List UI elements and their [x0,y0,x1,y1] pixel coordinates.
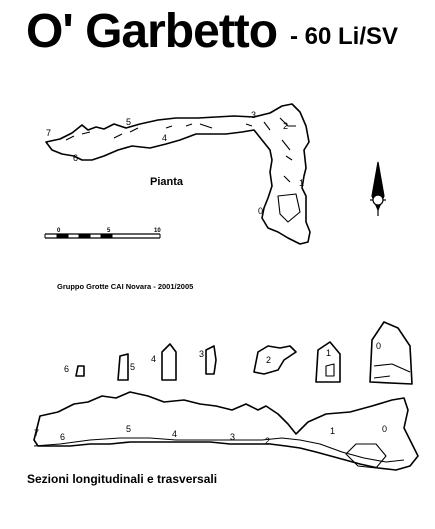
plan-station-7: 7 [46,128,52,138]
section-2 [254,346,296,374]
plan-outline [46,104,310,244]
survey-credit: Gruppo Grotte CAI Novara - 2001/2005 [57,282,194,291]
cross-label-2: 2 [266,355,272,365]
cross-label-6: 6 [64,364,70,374]
cross-label-1: 1 [326,348,332,358]
plan-station-1: 1 [299,178,305,188]
scale-label-5: 5 [107,228,111,234]
plan-station-labels [46,110,304,216]
cross-label-3: 3 [199,349,205,359]
cross-label-4: 4 [151,354,157,364]
plan-station-2: 2 [283,121,289,131]
scale-label-10: 10 [154,228,161,234]
sections-caption: Sezioni longitudinali e trasversali [27,472,218,486]
plan-station-3: 3 [251,110,257,120]
long-label-0: 0 [382,424,388,434]
longitudinal-floor [34,438,404,462]
compass-rose-icon [370,162,386,216]
section-4 [162,344,176,380]
plan-station-4: 4 [162,133,168,143]
cross-label-0: 0 [376,341,382,351]
long-label-4: 4 [172,429,178,439]
long-label-6: 6 [60,432,66,442]
section-6 [76,366,84,376]
plan-station-6: 6 [73,153,79,163]
cross-sections [76,322,412,384]
long-label-7: 7 [34,428,40,438]
long-label-5: 5 [126,424,132,434]
long-label-3: 3 [230,432,236,442]
section-0 [370,322,412,384]
cave-title: O' Garbetto [26,5,278,58]
section-3 [206,346,216,374]
plan-view [46,104,310,244]
scale-bar [45,234,160,238]
plan-station-5: 5 [126,117,132,127]
plan-station-0: 0 [258,206,264,216]
long-label-1: 1 [330,426,336,436]
longitudinal-outline [34,392,418,470]
cross-label-5: 5 [130,362,136,372]
longitudinal-section [34,392,418,470]
long-label-2: 2 [265,436,271,446]
plan-label: Pianta [150,176,184,188]
cave-cadastre-code: - 60 Li/SV [290,23,399,50]
section-5 [118,354,128,380]
scale-label-0: 0 [57,228,61,234]
